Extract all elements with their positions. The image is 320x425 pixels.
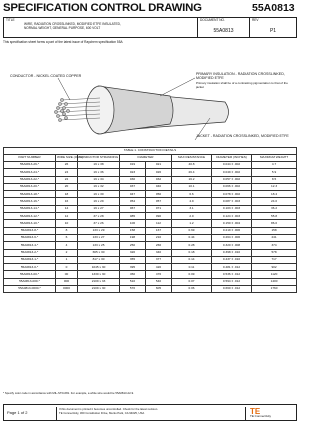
cell-diameter-max: 210: [146, 234, 172, 241]
cell-stranding: 133 x 25: [78, 242, 120, 249]
cell-stranding: 19 x 32: [78, 183, 120, 190]
cell-diameter-min: 037: [120, 183, 146, 190]
cell-stranding: 2109 x 33: [78, 278, 120, 285]
cell-wire-od: 0.044 ± .002: [212, 162, 252, 169]
cell-wire-od: 0.320 ± .008: [212, 242, 252, 249]
cell-diameter-max: 540: [146, 278, 172, 285]
cell-part: 55A0813-8-*: [4, 227, 56, 234]
cell-diameter-min: 158: [120, 227, 146, 234]
cell-size: 10: [56, 220, 78, 227]
cell-part: 55A0813-0-*: [4, 264, 56, 271]
cell-diameter-min: 047: [120, 191, 146, 198]
document-number: 55A0813: [252, 2, 295, 14]
cell-part: 55A0813-6-*: [4, 234, 56, 241]
cell-wire-od: 0.660 ± .012: [212, 286, 252, 293]
cell-part: 55A0813-24-*: [4, 169, 56, 176]
col-resistance: MAX RESISTANCE: [172, 155, 212, 162]
footer-block: [3, 404, 297, 421]
cell-resistance: 0.18: [172, 249, 212, 256]
cell-resistance: 26.4: [172, 169, 212, 176]
cell-diameter-min: 106: [120, 220, 146, 227]
cell-size: 00: [56, 271, 78, 278]
cell-stranding: 19 x 36: [78, 169, 120, 176]
page-title: SPECIFICATION CONTROL DRAWING: [3, 2, 202, 14]
title-label: TITLE: [6, 18, 15, 22]
cell-diameter-max: 057: [146, 198, 172, 205]
cell-resistance: 0.69: [172, 227, 212, 234]
cell-wire-od: 0.087 ± .003: [212, 198, 252, 205]
cell-wire-od: 0.057 ± .002: [212, 176, 252, 183]
cell-resistance: 0.09: [172, 271, 212, 278]
cell-stranding: 19 x 29: [78, 198, 120, 205]
cell-weight: 1400: [252, 278, 297, 285]
col-part: PART NUMBER: [4, 155, 56, 162]
cell-weight: 158: [252, 227, 297, 234]
cell-size: 8: [56, 227, 78, 234]
note-1: * Specify color code in accordance with MIL-STD-681. For example, a white wire would be 55A0813-22-9.: [3, 391, 134, 395]
cell-stranding: 19 x 30: [78, 191, 120, 198]
cell-resistance: 0.07: [172, 278, 212, 285]
cell-diameter-min: 085: [120, 213, 146, 220]
cell-stranding: 19 x 38: [78, 162, 120, 169]
cell-resistance: 2.0: [172, 213, 212, 220]
table-row: [4, 264, 297, 271]
col-stranding: CONDUCTOR STRANDING: [78, 155, 120, 162]
cell-size: 000: [56, 278, 78, 285]
cell-stranding: 37 x 28: [78, 213, 120, 220]
table-row: [4, 242, 297, 249]
construction-table: [3, 147, 297, 293]
cell-diameter-max: 050: [146, 191, 172, 198]
table-row: [4, 249, 297, 256]
table-row: [4, 227, 297, 234]
cell-weight: 8.5: [252, 176, 297, 183]
primary-insulation-label: PRIMARY INSULATION - RADIATION CROSSLINKED, MODIFIED ETFE: [196, 72, 285, 81]
cell-weight: 717: [252, 256, 297, 263]
cell-wire-od: 0.219 ± .006: [212, 227, 252, 234]
title-cell: [4, 18, 198, 37]
col-wire-od: DIAMETER (INCHES): [212, 155, 252, 162]
cell-wire-od: 0.049 ± .002: [212, 169, 252, 176]
cell-part: 55A0813-10-*: [4, 220, 56, 227]
cell-diameter-max: 377: [146, 256, 172, 263]
cell-diameter-min: 355: [120, 256, 146, 263]
cell-part: 55A0813-22-*: [4, 176, 56, 183]
col-diameter: DIAMETER: [120, 155, 172, 162]
cell-size: 22: [56, 176, 78, 183]
cell-diameter-max: 420: [146, 264, 172, 271]
cell-diameter-min: 054: [120, 198, 146, 205]
table-body: [4, 162, 297, 293]
cell-part: 55A0813-26-*: [4, 162, 56, 169]
cell-diameter-max: 040: [146, 183, 172, 190]
table-row: [4, 271, 297, 278]
te-logo: TE: [250, 407, 261, 416]
cell-stranding: 665 x 30: [78, 249, 120, 256]
cell-resistance: 0.44: [172, 234, 212, 241]
doc-value: 55A0813: [213, 27, 234, 34]
cell-stranding: 1045 x 30: [78, 264, 120, 271]
cell-size: 14: [56, 205, 78, 212]
cell-part: 55A0813-14-*: [4, 205, 56, 212]
cell-resistance: 1.2: [172, 220, 212, 227]
cell-size: 4: [56, 242, 78, 249]
cell-weight: 36.2: [252, 205, 297, 212]
title-line-1: WIRE, RADIATION CROSSLINKED, MODIFIED ETFE INSULATED,: [24, 21, 121, 26]
cell-diameter-min: 067: [120, 205, 146, 212]
cell-resistance: 0.14: [172, 256, 212, 263]
cell-diameter-min: 320: [120, 249, 146, 256]
cell-stranding: 2109 x 30: [78, 286, 120, 293]
cell-size: 1: [56, 256, 78, 263]
cell-diameter-min: 395: [120, 264, 146, 271]
cell-part: 55A0813-20-*: [4, 183, 56, 190]
cell-size: 18: [56, 191, 78, 198]
cell-resistance: 16.2: [172, 176, 212, 183]
cell-wire-od: 0.481 ± .012: [212, 264, 252, 271]
cell-wire-od: 0.264 ± .006: [212, 234, 252, 241]
cell-part: 55A0813-1-*: [4, 256, 56, 263]
table-row: [4, 169, 297, 176]
cell-diameter-min: 019: [120, 162, 146, 169]
table-row: [4, 176, 297, 183]
cell-diameter-min: 450: [120, 271, 146, 278]
cell-diameter-max: 032: [146, 176, 172, 183]
cell-weight: 55.8: [252, 213, 297, 220]
cable-diagram: [0, 44, 300, 144]
cell-part: 55A0813-000-*: [4, 278, 56, 285]
cell-wire-od: 0.437 ± .010: [212, 256, 252, 263]
table-row: [4, 220, 297, 227]
footer-company-line: TE Connectivity, 300 Constitution Drive, Menlo Park, CA 94025, USA: [59, 410, 145, 415]
te-brand-name: TE Connectivity: [250, 414, 272, 418]
table-row: [4, 286, 297, 293]
conductor-label: CONDUCTOR - NICKEL COATED COPPER: [10, 74, 82, 78]
cell-diameter-max: 112: [146, 220, 172, 227]
primary-insulation-note: Primary insulation shall be of a contrasting pigmentation to that of the jacket: [196, 81, 288, 89]
cell-weight: 18.4: [252, 191, 297, 198]
cell-resistance: 0.06: [172, 286, 212, 293]
cell-diameter-max: 167: [146, 227, 172, 234]
cell-part: 55A0813-4-*: [4, 242, 56, 249]
rev-value: P1: [269, 27, 277, 34]
cell-size: 20: [56, 183, 78, 190]
cell-diameter-min: 198: [120, 234, 146, 241]
cell-wire-od: 0.078 ± .002: [212, 191, 252, 198]
table-row: [4, 256, 297, 263]
cell-wire-od: 0.150 ± .004: [212, 220, 252, 227]
cell-size: 24: [56, 169, 78, 176]
cell-diameter-min: 570: [120, 286, 146, 293]
cell-resistance: 40.8: [172, 162, 212, 169]
table-row: [4, 234, 297, 241]
cell-resistance: 0.11: [172, 264, 212, 271]
cell-wire-od: 0.536 ± .012: [212, 271, 252, 278]
cell-stranding: 133 x 29: [78, 227, 120, 234]
cell-stranding: 37 x 26: [78, 220, 120, 227]
doc-label: DOCUMENT NO.: [200, 18, 225, 22]
spec-note: This specification sheet forms a part of the latest issue of Raychem specification 55A: [3, 40, 123, 44]
cell-wire-od: 0.124 ± .003: [212, 213, 252, 220]
footer-text-cell: [56, 407, 246, 420]
cell-size: 6: [56, 234, 78, 241]
cell-stranding: 133 x 27: [78, 234, 120, 241]
cell-weight: 241: [252, 234, 297, 241]
table-row: [4, 213, 297, 220]
cell-weight: 4.7: [252, 162, 297, 169]
table-row: [4, 198, 297, 205]
table-row: [4, 205, 297, 212]
cell-weight: 374: [252, 242, 297, 249]
cell-weight: 5.9: [252, 169, 297, 176]
cell-resistance: 4.9: [172, 198, 212, 205]
cell-wire-od: 0.066 ± .002: [212, 183, 252, 190]
cell-diameter-max: 340: [146, 249, 172, 256]
title-line-2: NORMAL WEIGHT, GENERAL PURPOSE, 600 VOLT: [24, 25, 101, 30]
cell-weight: 578: [252, 249, 297, 256]
cell-diameter-min: 030: [120, 176, 146, 183]
cell-stranding: 817 x 30: [78, 256, 120, 263]
cell-diameter-max: 026: [146, 169, 172, 176]
doc-cell: [198, 18, 250, 37]
rev-cell: [250, 18, 296, 37]
jacket-label: JACKET - RADIATION CROSSLINKED, MODIFIED ETFE: [196, 134, 289, 138]
table-row: [4, 278, 297, 285]
cell-size: 12: [56, 213, 78, 220]
cell-resistance: 6.6: [172, 191, 212, 198]
cell-diameter-min: 510: [120, 278, 146, 285]
cell-wire-od: 0.594 ± .012: [212, 278, 252, 285]
cell-weight: 24.0: [252, 198, 297, 205]
footer-disclaimer: If this document is printed it becomes uncontrolled. Check for the latest revision.: [59, 407, 159, 411]
cell-size: 26: [56, 162, 78, 169]
cell-resistance: 3.1: [172, 205, 212, 212]
table-row: [4, 162, 297, 169]
cell-stranding: 19 x 27: [78, 205, 120, 212]
cell-diameter-max: 090: [146, 213, 172, 220]
title-block: [3, 17, 297, 38]
cell-stranding: 1330 x 30: [78, 271, 120, 278]
cell-diameter-min: 250: [120, 242, 146, 249]
cell-size: 16: [56, 198, 78, 205]
cell-diameter-max: 021: [146, 162, 172, 169]
cell-wire-od: 0.398 ± .010: [212, 249, 252, 256]
cell-stranding: 19 x 34: [78, 176, 120, 183]
col-size: WIRE SIZE (AWG): [56, 155, 78, 162]
cell-diameter-max: 266: [146, 242, 172, 249]
rev-label: REV: [252, 18, 259, 22]
cell-part: 55A0813-2-*: [4, 249, 56, 256]
cell-weight: 86.0: [252, 220, 297, 227]
cell-weight: 12.3: [252, 183, 297, 190]
table-row: [4, 191, 297, 198]
cell-diameter-min: 023: [120, 169, 146, 176]
cell-weight: 1760: [252, 286, 297, 293]
col-weight: MAXIMUM WEIGHT: [252, 155, 297, 162]
cell-size: 2: [56, 249, 78, 256]
table-title: TABLE 1. CONSTRUCTION DETAILS: [4, 148, 297, 155]
cell-part: 55A0813-12-*: [4, 213, 56, 220]
cell-resistance: 10.1: [172, 183, 212, 190]
cell-diameter-max: 476: [146, 271, 172, 278]
cell-diameter-max: 605: [146, 286, 172, 293]
cell-wire-od: 0.103 ± .003: [212, 205, 252, 212]
cell-weight: 902: [252, 264, 297, 271]
cell-size: 0000: [56, 286, 78, 293]
notes-block: [3, 392, 297, 395]
cell-weight: 1120: [252, 271, 297, 278]
cell-diameter-max: 071: [146, 205, 172, 212]
cell-part: 55A0813-00-*: [4, 271, 56, 278]
cell-size: 0: [56, 264, 78, 271]
page-number: Page 1 of 2: [7, 410, 28, 415]
cell-part: 55A0813-0000-*: [4, 286, 56, 293]
cell-part: 55A0813-16-*: [4, 198, 56, 205]
table-row: [4, 183, 297, 190]
cell-resistance: 0.28: [172, 242, 212, 249]
cell-part: 55A0813-18-*: [4, 191, 56, 198]
